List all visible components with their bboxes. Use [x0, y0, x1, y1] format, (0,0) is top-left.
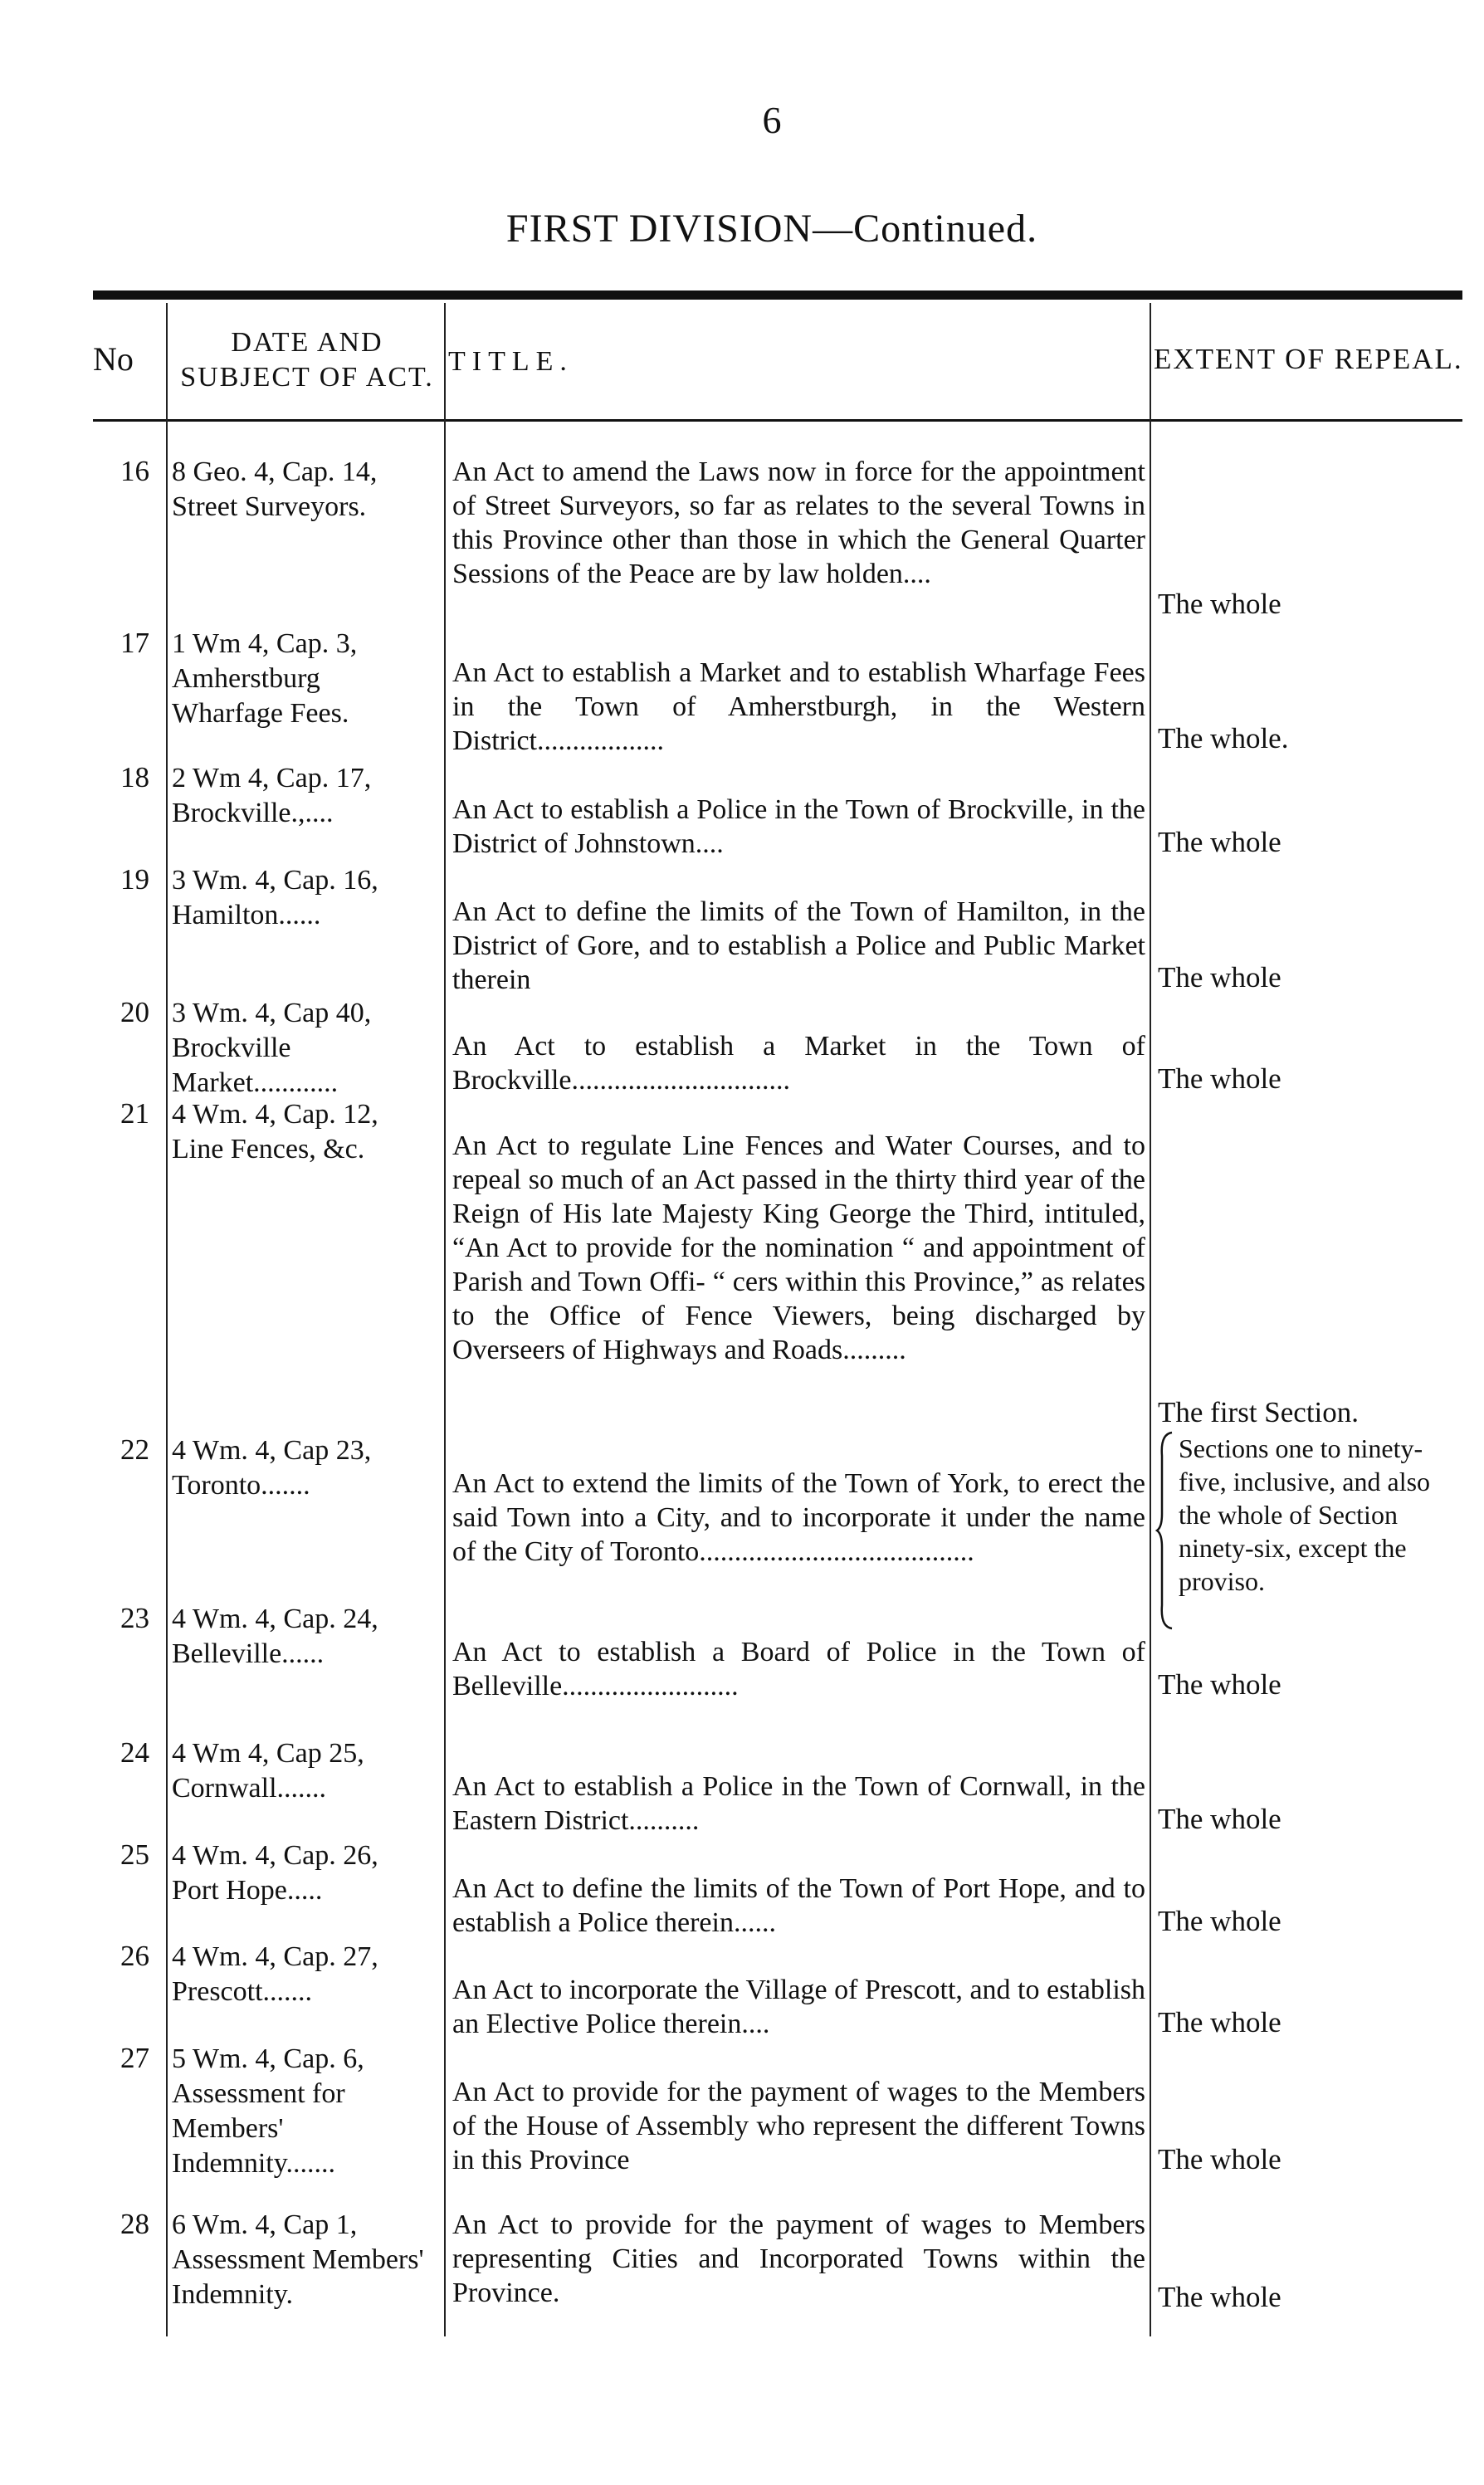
column-divider-1	[166, 303, 168, 2336]
row-title: An Act to regulate Line Fences and Water Courses, and to repeal so much of an Act passed in the thirty third year of the Reign of His late Majesty King George the Third, intituled, “An Act to provide for the nomination “ and appointment of Parish and Town Offi- “ cers within this Province,” as relates to the Office of Fence Viewers, being discharged by Overseers of Highways and Roads.........	[452, 1130, 1145, 1365]
row-title: An Act to establish a Board of Police in the Town of Belleville.........................	[452, 1637, 1145, 1701]
row-date-subject: 6 Wm. 4, Cap 1, Assessment Members' Indemnity.	[172, 2209, 424, 2310]
column-header-extent: EXTENT OF REPEAL.	[1154, 343, 1463, 375]
row-title: An Act to amend the Laws now in force for the appointment of Street Surveyors, so far as relates to the several Towns in this Province other than those in which the General Quarter Sessions of the Peace are by law holden....	[452, 456, 1145, 589]
row-date-subject: 4 Wm. 4, Cap. 26, Port Hope.....	[172, 1840, 378, 1906]
column-divider-3	[1150, 303, 1151, 2336]
page-heading: FIRST DIVISION—Continued.	[505, 207, 1038, 251]
row-title: An Act to provide for the payment of wages to Members representing Cities and Incorporated Towns within the Province.	[452, 2209, 1145, 2308]
row-extent: The whole	[1158, 1062, 1281, 1095]
column-header-title: TITLE.	[448, 346, 574, 377]
row-date-subject: 3 Wm. 4, Cap 40, Brockville Market............	[172, 998, 372, 1098]
row-extent: The whole	[1158, 2143, 1281, 2175]
column-divider-2	[444, 303, 446, 2336]
row-date-subject: 1 Wm 4, Cap. 3, Amherstburg Wharfage Fees.	[172, 628, 358, 729]
row-extent: The whole.	[1158, 722, 1289, 754]
row-title: An Act to define the limits of the Town of Port Hope, and to establish a Police therein......	[452, 1873, 1145, 1938]
row-extent: The first Section.	[1158, 1396, 1360, 1428]
row-date-subject: 4 Wm. 4, Cap. 24, Belleville......	[172, 1604, 378, 1669]
row-title: An Act to establish a Police in the Town of Brockville, in the District of Johnstown....	[452, 794, 1145, 859]
row-title: An Act to establish a Market and to establish Wharfage Fees in the Town of Amherstburgh, in the Western District..................	[452, 657, 1145, 756]
row-extent: The whole	[1158, 826, 1281, 858]
page-number: 6	[762, 99, 782, 141]
row-number: 27	[120, 2042, 149, 2074]
row-extent: The whole	[1158, 961, 1281, 994]
row-number: 24	[120, 1736, 149, 1769]
row-date-subject: 4 Wm. 4, Cap. 12, Line Fences, &c.	[172, 1099, 378, 1164]
row-title: An Act to establish a Market in the Town of Brockville...............................	[452, 1031, 1145, 1096]
row-number: 21	[120, 1097, 149, 1130]
header-rule-top	[93, 290, 1462, 300]
row-extent: The whole	[1158, 2281, 1281, 2313]
row-title: An Act to provide for the payment of wages to the Members of the House of Assembly who represent the different Towns in this Province	[452, 2077, 1145, 2175]
row-title: An Act to incorporate the Village of Prescott, and to establish an Elective Police therein....	[452, 1975, 1145, 2039]
row-number: 18	[120, 761, 149, 793]
row-extent: The whole	[1158, 1803, 1281, 1835]
row-date-subject: 3 Wm. 4, Cap. 16, Hamilton......	[172, 865, 378, 930]
row-extent: The whole	[1158, 2006, 1281, 2038]
curly-brace-icon	[1155, 1431, 1175, 1630]
column-header-no: No	[93, 340, 134, 378]
header-rule-bottom	[93, 419, 1462, 422]
row-number: 28	[120, 2208, 149, 2240]
row-title: An Act to define the limits of the Town of Hamilton, in the District of Gore, and to establish a Police and Public Market therein	[452, 896, 1145, 995]
row-title: An Act to extend the limits of the Town of York, to erect the said Town into a City, and to incorporate it under the name of the City of Toronto.......................................	[452, 1468, 1145, 1567]
row-date-subject: 8 Geo. 4, Cap. 14, Street Surveyors.	[172, 456, 378, 522]
row-number: 23	[120, 1602, 149, 1634]
row-number: 22	[120, 1433, 149, 1466]
row-date-subject: 5 Wm. 4, Cap. 6, Assessment for Members' Indemnity.......	[172, 2043, 364, 2179]
row-number: 20	[120, 996, 149, 1028]
column-header-date: DATE AND SUBJECT OF ACT.	[180, 327, 434, 393]
row-date-subject: 4 Wm. 4, Cap 23, Toronto.......	[172, 1435, 372, 1501]
brace-note: Sections one to ninety-five, inclusive, and also the whole of Section ninety-six, except the proviso.	[1179, 1433, 1431, 1596]
row-extent: The whole	[1158, 1905, 1281, 1937]
row-number: 16	[120, 455, 149, 487]
row-title: An Act to establish a Police in the Town of Cornwall, in the Eastern District..........	[452, 1771, 1145, 1836]
row-number: 17	[120, 627, 149, 659]
row-date-subject: 2 Wm 4, Cap. 17, Brockville.,....	[172, 763, 372, 828]
row-extent: The whole	[1158, 588, 1281, 620]
row-date-subject: 4 Wm. 4, Cap. 27, Prescott.......	[172, 1941, 378, 2007]
row-number: 26	[120, 1940, 149, 1972]
row-extent: The whole	[1158, 1668, 1281, 1701]
row-number: 25	[120, 1838, 149, 1871]
row-number: 19	[120, 863, 149, 896]
row-date-subject: 4 Wm 4, Cap 25, Cornwall.......	[172, 1738, 364, 1804]
